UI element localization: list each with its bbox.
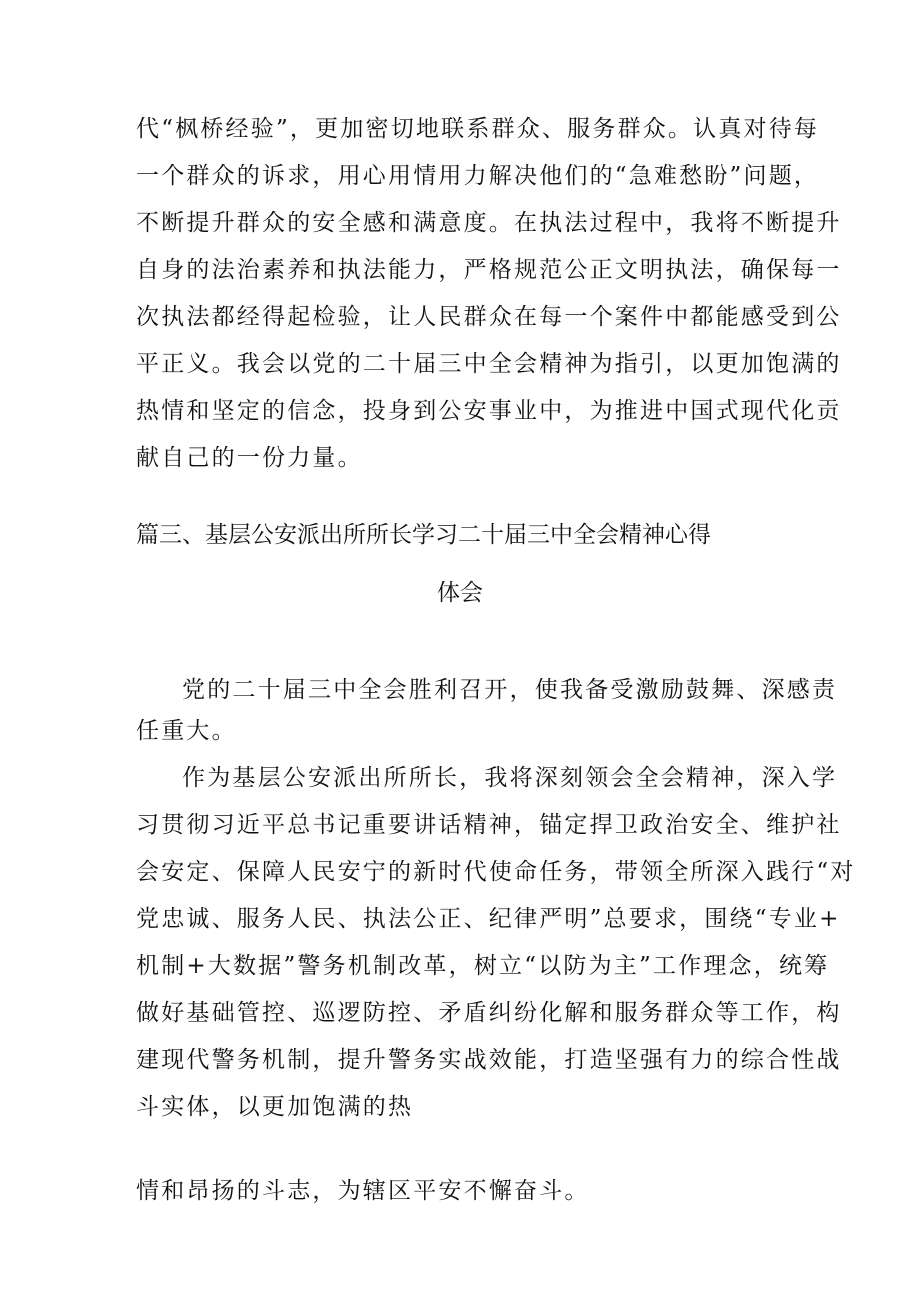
paragraph-first-line: 党的二十届三中全会胜利召开，使我备受激励鼓舞、深感责 (182, 677, 838, 703)
paragraph-first-line: 作为基层公安派出所所长，我将深刻领会全会精神，深入学 (182, 765, 838, 791)
text-line: 党忠诚、服务人民、执法公正、纪律严明”总要求，围绕“专业+ (136, 906, 841, 932)
text-line: 机制+大数据”警务机制改革，树立“以防为主”工作理念，统筹 (136, 953, 830, 979)
text-line: 不断提升群众的安全感和满意度。在执法过程中，我将不断提升 (136, 210, 842, 236)
text-line: 斗实体，以更加饱满的热 (136, 1094, 414, 1120)
section-title: 篇三、基层公安派出所所长学习二十届三中全会精神心得 (136, 522, 711, 548)
text-line: 一个群众的诉求，用心用情用力解决他们的“急难愁盼”问题， (136, 163, 820, 189)
text-line: 平正义。我会以党的二十届三中全会精神为指引，以更加饱满的 (136, 351, 842, 377)
text-line: 会安定、保障人民安宁的新时代使命任务，带领全所深入践行“对 (136, 859, 856, 885)
text-line: 情和昂扬的斗志，为辖区平安不懈奋斗。 (136, 1178, 590, 1204)
section-title-continued: 体会 (437, 580, 483, 606)
text-line: 热情和坚定的信念，投身到公安事业中，为推进中国式现代化贡 (136, 398, 842, 424)
text-line: 代“枫桥经验”，更加密切地联系群众、服务群众。认真对待每 (136, 116, 820, 142)
text-line: 次执法都经得起检验，让人民群众在每一个案件中都能感受到公 (136, 304, 842, 330)
text-line: 自身的法治素养和执法能力，严格规范公正文明执法，确保每一 (136, 257, 842, 283)
text-line: 任重大。 (136, 718, 237, 744)
text-line: 建现代警务机制，提升警务实战效能，打造坚强有力的综合性战 (136, 1047, 842, 1073)
text-line: 做好基础管控、巡逻防控、矛盾纠纷化解和服务群众等工作，构 (136, 1000, 842, 1026)
text-line: 习贯彻习近平总书记重要讲话精神，锚定捍卫政治安全、维护社 (136, 812, 842, 838)
text-line: 献自己的一份力量。 (136, 445, 363, 471)
